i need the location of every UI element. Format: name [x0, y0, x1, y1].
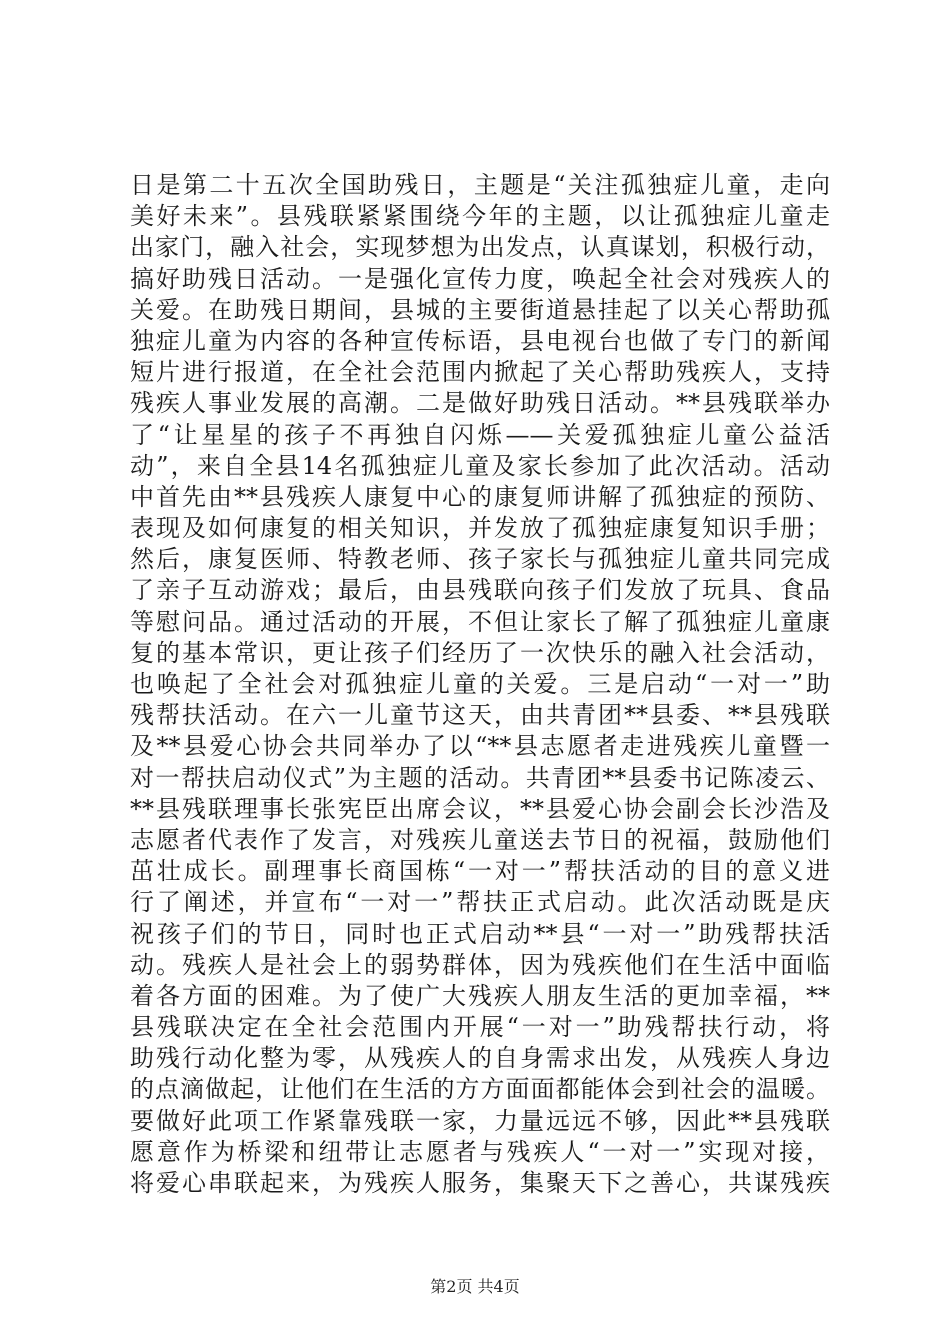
text-line: 助残行动化整为零，从残疾人的自身需求出发，从残疾人身边	[130, 1044, 830, 1073]
text-line: 茁壮成长。副理事长商国栋“一对一”帮扶活动的目的意义进	[130, 857, 830, 886]
text-line: 动”，来自全县14名孤独症儿童及家长参加了此次活动。活动	[130, 451, 830, 480]
page-number-footer: 第2页 共4页	[430, 1277, 520, 1296]
text-line: 及**县爱心协会共同举办了以“**县志愿者走进残疾儿童暨一	[130, 732, 830, 761]
text-line: 的点滴做起，让他们在生活的方方面面都能体会到社会的温暖。	[130, 1075, 830, 1104]
text-line: 出家门，融入社会，实现梦想为出发点，认真谋划，积极行动，	[130, 233, 830, 262]
text-line: 了亲子互动游戏；最后，由县残联向孩子们发放了玩具、食品	[130, 576, 830, 605]
text-line: 然后，康复医师、特教老师、孩子家长与孤独症儿童共同完成	[130, 545, 830, 574]
text-line: 县残联决定在全社会范围内开展“一对一”助残帮扶行动，将	[130, 1013, 830, 1042]
text-line: 行了阐述，并宣布“一对一”帮扶正式启动。此次活动既是庆	[130, 888, 830, 917]
text-line: 短片进行报道，在全社会范围内掀起了关心帮助残疾人，支持	[130, 358, 830, 387]
text-line: 动。残疾人是社会上的弱势群体，因为残疾他们在生活中面临	[130, 950, 830, 979]
text-line: 了“让星星的孩子不再独自闪烁——关爱孤独症儿童公益活	[130, 420, 830, 449]
body-paragraph	[130, 170, 830, 1199]
text-line: 美好未来”。县残联紧紧围绕今年的主题，以让孤独症儿童走	[130, 202, 830, 231]
text-line: 祝孩子们的节日，同时也正式启动**县“一对一”助残帮扶活	[130, 919, 830, 948]
text-line: 着各方面的困难。为了使广大残疾人朋友生活的更加幸福，**	[130, 981, 830, 1010]
text-line: 将爱心串联起来，为残疾人服务，集聚天下之善心，共谋残疾	[130, 1169, 830, 1197]
text-line: 残帮扶活动。在六一儿童节这天，由共青团**县委、**县残联	[130, 701, 830, 730]
text-line: 也唤起了全社会对孤独症儿童的关爱。三是启动“一对一”助	[130, 670, 830, 698]
text-line: 表现及如何康复的相关知识，并发放了孤独症康复知识手册；	[130, 514, 830, 543]
text-line: 中首先由**县残疾人康复中心的康复师讲解了孤独症的预防、	[130, 482, 830, 511]
text-line: **县残联理事长张宪臣出席会议，**县爱心协会副会长沙浩及	[130, 794, 830, 823]
text-line: 愿意作为桥梁和纽带让志愿者与残疾人“一对一”实现对接，	[130, 1137, 830, 1166]
text-line: 志愿者代表作了发言，对残疾儿童送去节日的祝福，鼓励他们	[130, 825, 830, 854]
text-line: 搞好助残日活动。一是强化宣传力度，唤起全社会对残疾人的	[130, 264, 830, 293]
text-line: 残疾人事业发展的高潮。二是做好助残日活动。**县残联举办	[130, 389, 830, 418]
text-line: 独症儿童为内容的各种宣传标语，县电视台也做了专门的新闻	[130, 326, 830, 355]
text-line: 等慰问品。通过活动的开展，不但让家长了解了孤独症儿童康	[130, 607, 830, 636]
text-line: 对一帮扶启动仪式”为主题的活动。共青团**县委书记陈凌云、	[130, 763, 830, 792]
text-line: 关爱。在助残日期间，县城的主要街道悬挂起了以关心帮助孤	[130, 295, 830, 324]
text-line: 日是第二十五次全国助残日，主题是“关注孤独症儿童，走向	[130, 171, 830, 199]
text-line: 复的基本常识，更让孩子们经历了一次快乐的融入社会活动，	[130, 638, 830, 667]
text-line: 要做好此项工作紧靠残联一家，力量远远不够，因此**县残联	[130, 1106, 830, 1135]
